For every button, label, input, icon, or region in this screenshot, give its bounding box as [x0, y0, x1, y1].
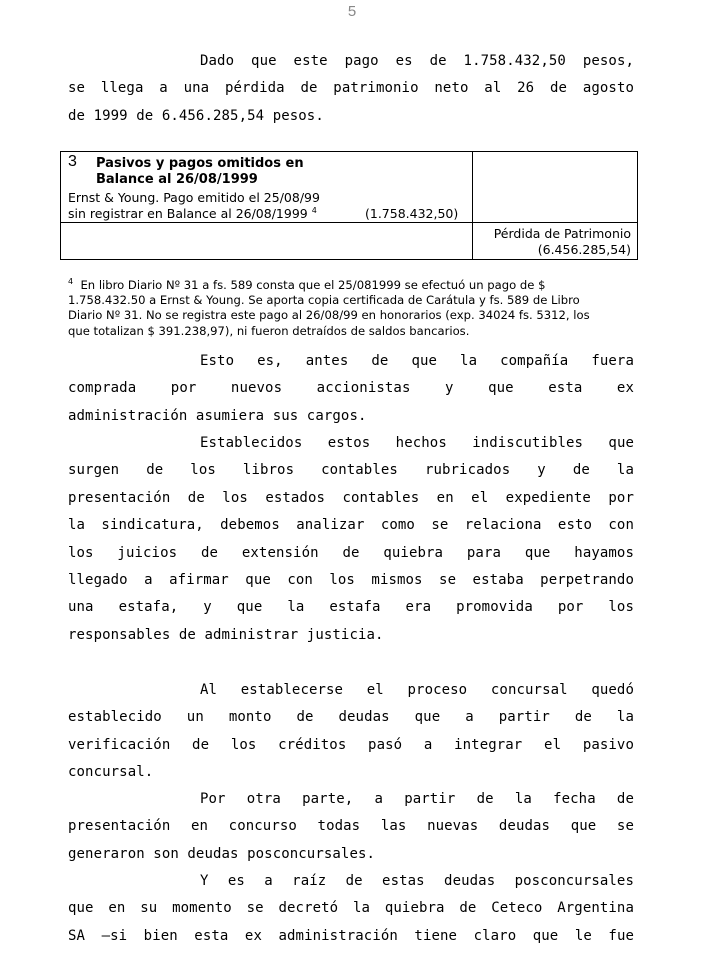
ledger-table	[60, 151, 638, 260]
intro-paragraph	[68, 48, 634, 130]
text-line: SA –si bien esta ex administración tiene claro que le fue	[68, 927, 634, 944]
text-line: llegado a afirmar que con los mismos se estaba perpetrando	[68, 572, 634, 589]
loss-cell	[473, 223, 638, 260]
text-line: surgen de los libros contables rubricados y de la	[68, 462, 634, 479]
footnote-line: Diario Nº 31. No se registra este pago al 26/08/99 en honorarios (exp. 34024 fs. 5312, los	[68, 308, 590, 323]
section-title-continued: Balance al 26/08/1999	[96, 172, 258, 187]
body-paragraph	[68, 677, 634, 787]
text-line: generaron son deudas posconcursales.	[68, 845, 376, 862]
entry-description-continued: sin registrar en Balance al 26/08/1999 $^4$	[68, 206, 317, 221]
text-line: responsables de administrar justicia.	[68, 626, 384, 643]
text-line: Por otra parte, a partir de la fecha de	[200, 791, 634, 807]
text-line: los juicios de extensión de quiebra para que hayamos	[68, 544, 634, 561]
text-line: Dado que este pago es de 1.758.432,50 pesos,	[200, 53, 634, 69]
footnote-line: 1.758.432.50 a Ernst & Young. Se aporta copia certificada de Carátula y fs. 589 de Libro	[68, 293, 580, 308]
text-line: establecido un monto de deudas que a partir de la	[68, 709, 634, 726]
body-paragraph	[68, 786, 634, 868]
section-title: Pasivos y pagos omitidos en	[96, 156, 304, 171]
text-line: se llega a una pérdida de patrimonio neto al 26 de agosto	[68, 80, 634, 97]
entry-amount: (1.758.432,50)	[365, 206, 459, 221]
loss-label: Pérdida de Patrimonio	[493, 226, 631, 241]
text-line: Y es a raíz de estas deudas posconcursales	[200, 873, 634, 889]
body-paragraph	[68, 868, 634, 950]
loss-value: (6.456.285,54)	[537, 242, 631, 257]
entry-description: Ernst & Young. Pago emitido el 25/08/99	[68, 190, 320, 205]
ledger-empty-cell	[61, 223, 473, 260]
text-line: administración asumiera sus cargos.	[68, 407, 367, 424]
text-line: la sindicatura, debemos analizar como se relaciona esto con	[68, 517, 634, 534]
footnote-line: $^4$ En libro Diario Nº 31 a fs. 589 consta que el 25/081999 se efectuó un pago de $	[68, 277, 546, 292]
ledger-empty-cell	[473, 152, 638, 223]
text-line: presentación de los estados contables en el expediente por	[68, 489, 634, 506]
ledger-entry-cell	[61, 152, 473, 223]
text-line: presentación en concurso todas las nuevas deudas que se	[68, 818, 634, 835]
text-line: Establecidos estos hechos indiscutibles que	[200, 435, 634, 451]
footnote	[68, 274, 638, 339]
text-line: una estafa, y que la estafa era promovida por los	[68, 599, 634, 616]
page-number: 5	[347, 3, 357, 20]
footnote-marker: 4	[311, 206, 317, 215]
text-line: concursal.	[68, 764, 154, 781]
table-row	[61, 152, 638, 223]
text-line: que en su momento se decretó la quiebra de Ceteco Argentina	[68, 900, 634, 917]
table-row	[61, 223, 638, 260]
section-number: 3	[68, 153, 77, 170]
footnote-number: 4	[68, 277, 74, 286]
text-line: verificación de los créditos pasó a integrar el pasivo	[68, 736, 634, 753]
body-paragraph	[68, 348, 634, 430]
footnote-line: que totalizan $ 391.238,97), ni fueron detraídos de saldos bancarios.	[68, 323, 470, 338]
text-line: comprada por nuevos accionistas y que esta ex	[68, 380, 634, 397]
body-paragraph	[68, 430, 634, 649]
text-line: Al establecerse el proceso concursal quedó	[200, 682, 634, 698]
text-line: de 1999 de 6.456.285,54 pesos.	[68, 107, 324, 124]
text-line: Esto es, antes de que la compañía fuera	[200, 353, 634, 369]
